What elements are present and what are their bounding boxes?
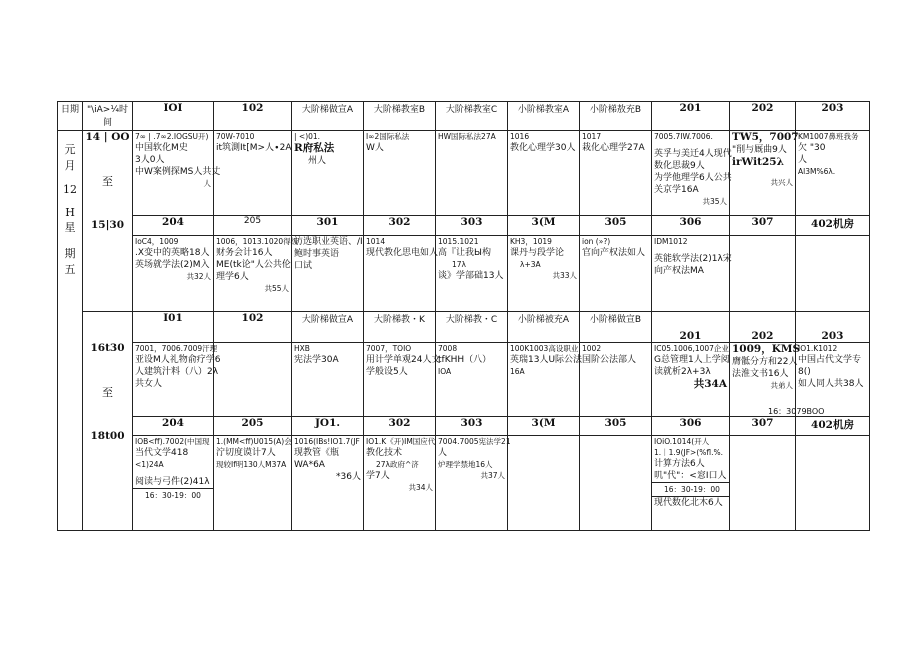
cell-line: 当代文学418 [135,448,189,459]
block1-row [58,131,870,216]
room-header: 小阶梯被充A [508,312,580,342]
cell-line: IO1.K《开)IM国应代 [366,437,436,447]
exam-cell [796,342,870,416]
room-header: 小阶梯做宣B [580,312,652,342]
cell-line: IO1.K1012 [798,343,838,353]
cell-line: 17λ [452,259,466,269]
exam-cell [652,342,730,416]
cell-line: 70W-7010 [216,132,255,142]
cell-line: *36人 [336,472,361,483]
exam-cell [133,436,214,531]
room-header: 202 [730,312,796,342]
cell-line: 共34A [693,377,727,390]
cell-line: 学7人 [366,471,390,482]
cell-line: 7004.7005宪法学21 [438,437,511,447]
exam-schedule-table [57,101,870,531]
cell-line: 共兴人 [770,178,793,188]
room-header: I01 [133,312,214,342]
date-cell [58,131,83,531]
cell-line: 英场就学法(2)M入 [135,259,210,270]
cell-line: 阅读与弓件(2)41λ [135,477,210,488]
cell-line: 共55人 [264,283,289,293]
cell-line: 英瑞13人U际公法 [510,354,583,365]
date-weekday-2: 期五 [64,247,76,277]
cell-line: 数化思裁9人 [654,161,705,172]
time-note: 16：3079BOO [768,406,825,416]
cell-line: 7∞ | .7∞2.IOGSU开) [135,132,209,142]
cell-line: 中国软化M史 [135,143,188,154]
cell-line: 理学6人 [216,271,249,282]
room-header: 大阶梯教・K [364,312,436,342]
cell-line: 100K1003高设职业 [510,343,579,353]
cell-line: 叽"代"：<窓I口人 [654,471,727,482]
cell-line: 共32人 [186,271,211,281]
exam-cell [292,342,364,416]
room-header: 3(M [508,416,580,436]
cell-line: I∞2国际私法 [366,132,410,142]
exam-cell [436,131,508,216]
cell-line: 英孚与美迁4人现代 [654,149,732,160]
exam-cell [364,342,441,416]
cell-line: 如人同人共38人 [798,378,864,389]
room-header: JO1. [292,416,364,436]
header-row [58,102,870,131]
cell-line: 人 [438,448,448,459]
cell-line: WA*6A [294,460,325,471]
exam-cell [133,235,214,311]
room-header: 302 [364,416,436,436]
cell-line: 1015.1021 [438,236,479,246]
cell-line: 7008 [438,343,458,353]
cell-line: "削与厩曲9人 [732,145,787,156]
exam-cell [508,131,580,216]
room-header: 大阶梯做宣A [292,102,364,131]
room-header: 305 [580,416,652,436]
exam-cell [436,235,508,311]
cell-line: KM1007鼻班我务 [798,132,859,142]
cell-line: 谈》学部础13人 [438,270,504,281]
cell-line: 中W案例探MS人共丈 [135,167,221,178]
room-header: 3(M [508,216,580,236]
exam-cell [292,436,364,531]
cell-line: IOA [438,366,452,376]
exam-cell [796,131,870,216]
exam-cell [436,342,508,416]
exam-cell [133,131,221,216]
cell-line: 膺骶分方和22人 [732,356,798,367]
cell-line: 州人 [308,156,327,167]
cell-line: 1016 [510,132,530,142]
cell-line: 27λ政府^济 [376,460,419,470]
room-header: 205 [214,416,292,436]
exam-cell [580,342,652,416]
room-header: 303 [436,216,508,236]
cell-line: 口试 [294,260,313,271]
cell-line: 1.(MM<ff)U015(A)会 [216,437,292,447]
room-header: 大阶梯做宣A [292,312,364,342]
cell-line: 现代数化北木6人 [652,496,729,509]
cell-line: 学般设5人 [366,366,408,377]
cell-line: 1014 [366,236,386,246]
cell-line: HW国际私法27A [438,132,496,142]
cell-line: 计算方法6人 [654,459,705,470]
room-header: 102 [214,102,292,131]
time-end: 18t00 [90,430,125,443]
exam-cell [796,235,870,311]
cell-line: 7001，7006.7009汗理 [135,343,218,353]
cell-line: 16：30-19：00 [133,488,213,502]
cell-line: 官向产权法如人 [582,247,646,258]
cell-line: 1002 [582,343,602,353]
room-header: 205 [214,216,292,236]
room-header: 201 [652,312,730,342]
room-row-4 [58,416,870,436]
time-start: 16t30 [90,342,125,355]
cell-line: 1016(IBs!IO1.7(JF [294,437,360,447]
block2-row [58,235,870,311]
exam-cell [580,235,652,311]
exam-cell [652,235,730,311]
room-header: 402机房 [796,416,870,436]
block4-row [58,436,870,531]
exam-cell [652,436,730,531]
cell-line: 亚设M人礼物俞疗学6 [135,354,221,365]
cell-line: 8() [798,366,811,377]
room-header: 307 [730,216,796,236]
room-header: 305 [580,216,652,236]
cell-line: 人建筑汁料（八）2λ [135,366,219,377]
cell-line: 共37人 [480,471,505,481]
exam-cell [580,436,652,531]
exam-cell [730,235,796,311]
cell-line: 访选职业英语、/I [294,236,363,247]
room-header: 102 [214,312,292,342]
exam-cell [652,131,730,216]
cell-line: 人 [798,155,808,166]
cell-line: 现代教化思电如人 [366,247,439,258]
room-header: 301 [292,216,364,236]
exam-cell [508,436,580,531]
room-header: 大阶梯教・C [436,312,508,342]
room-header: 202 [730,102,796,131]
date-day: 12 [63,183,77,197]
time-slot-am [83,131,133,312]
cell-line: ME(tk论"人公共伦 [216,259,291,270]
cell-line: 共弟人 [770,380,793,390]
exam-cell [133,342,221,416]
cell-line: λ+3A [520,259,541,269]
cell-line: W人 [366,143,384,154]
cell-line: 英能软学法(2)1λ宋 [654,253,732,264]
cell-line: 鲍时事英语 [294,248,340,259]
cell-line: 关京学16A [654,185,699,196]
exam-cell [730,131,799,216]
exam-cell [292,235,364,311]
cell-line: 1017 [582,132,602,142]
cell-line: TW5，7007 [732,131,799,144]
cell-line: Al3M%6λ. [798,167,836,177]
exam-cell [292,131,364,216]
cell-line: 3人0人 [135,155,165,166]
cell-line: 共33人 [552,270,577,280]
cell-line: 现较If明130人M37A [216,460,287,470]
exam-cell [730,436,796,531]
exam-cell [580,131,652,216]
cell-line: 财务会计16人 [216,247,273,258]
block3-row [58,342,870,416]
cell-line: 16：30-19：00 [652,482,729,496]
cell-line: IOiO.1014(开人 [654,437,710,447]
cell-line: 现教管《瓶 [294,448,340,459]
cell-line: 共女人 [135,378,163,389]
exam-cell [796,436,870,531]
room-header: 203 [796,312,870,342]
room-header: 303 [436,416,508,436]
cell-line: 7007，TOIO [366,343,412,353]
room-header: 306 [652,216,730,236]
cell-line: | <)01. [294,132,321,142]
time-header: "\iA>¼时 间 [83,102,133,131]
cell-line: 国阶公法部人 [582,354,637,365]
room-row-3 [58,312,870,342]
room-header: IOI [133,102,214,131]
cell-line: 向产权法MA [654,265,704,276]
exam-cell [508,342,583,416]
cell-line: R府私法 [294,142,335,155]
cell-line: 课丹与段学论 [510,247,565,258]
cell-line: 7005.7IW.7006. [654,132,713,142]
room-header: 201 [652,102,730,131]
cell-line: G总管理1人上学阅 [654,354,730,365]
time-to: 至 [102,175,113,189]
time-start: 14 | OO [85,131,130,144]
exam-cell [214,131,292,216]
cell-line: 共35人 [702,197,727,207]
cell-line: IDM1012 [654,236,688,246]
room-header: 204 [133,416,214,436]
cell-line: 欠 "30 [798,143,826,154]
cell-line: 中国占代文学专 [798,354,862,365]
time-slot-pm [83,312,133,531]
cell-line: it筑測It[M>人∙2A [216,143,292,154]
cell-line: IoC4，1009 [135,236,179,246]
cell-line: 为学他理学6人公共 [654,173,732,184]
exam-cell [364,131,436,216]
date-month: 元月 [64,143,76,173]
room-header: 204 [133,216,214,236]
room-header: 306 [652,416,730,436]
cell-line: irWit25λ [732,156,784,169]
exam-cell [508,235,580,311]
exam-cell [214,342,292,416]
exam-cell [364,436,436,531]
cell-line: 读就析2λ+3λ [654,366,711,377]
time-end: 15|30 [90,219,125,232]
cell-line: 教化心理学30人 [510,143,576,154]
room-row-2 [58,216,870,236]
cell-line: IOB<ff).7002(中国现 [135,437,210,447]
exam-cell [436,436,511,531]
room-header: 大阶梯教室B [364,102,436,131]
date-weekday-1: H星 [64,206,76,235]
time-to: 至 [102,386,113,400]
room-header: 203 [796,102,870,131]
cell-line: 用计学单观24人文 [366,354,441,365]
cell-line: 高『让我Ы构 [438,247,491,258]
exam-cell [214,235,299,311]
room-header: 302 [364,216,436,236]
exam-cell [364,235,439,311]
room-header: 大阶梯教室C [436,102,508,131]
cell-line: 1009，KMS [732,342,801,355]
cell-line: <1)24A [135,460,164,470]
cell-line: 宪法学30A [294,354,339,365]
room-header: 402机房 [796,216,870,236]
exam-cell [214,436,292,531]
date-header: 日期 [58,102,83,131]
room-header: 小阶梯教室A [508,102,580,131]
room-header: 小阶梯敖充B [580,102,652,131]
cell-line: tfKHH（八） [438,354,492,365]
cell-line: 共34人 [408,483,433,493]
cell-line: IC05.1006,1007企业 [654,343,729,353]
cell-line: ion (»?) [582,236,611,246]
cell-line: 炉理学禁地16人 [438,460,493,470]
cell-line: 教化技术 [366,448,403,459]
cell-line: 1.｜1.9(JF>(%fl.%. [654,448,723,458]
cell-line: .X变中的英略18人 [135,247,210,258]
cell-line: 人 [203,179,211,189]
cell-line: 法淮文书16人 [732,368,789,379]
cell-line: 1006，1013.1020得级 [216,236,299,246]
cell-line: HXB [294,343,310,353]
cell-line: 栽化心理学27A [582,143,645,154]
room-header: 307 [730,416,796,436]
cell-line: KH3，1019 [510,236,552,246]
cell-line: 16A [510,366,525,376]
cell-line: 泞切度谟计7人 [216,448,276,459]
